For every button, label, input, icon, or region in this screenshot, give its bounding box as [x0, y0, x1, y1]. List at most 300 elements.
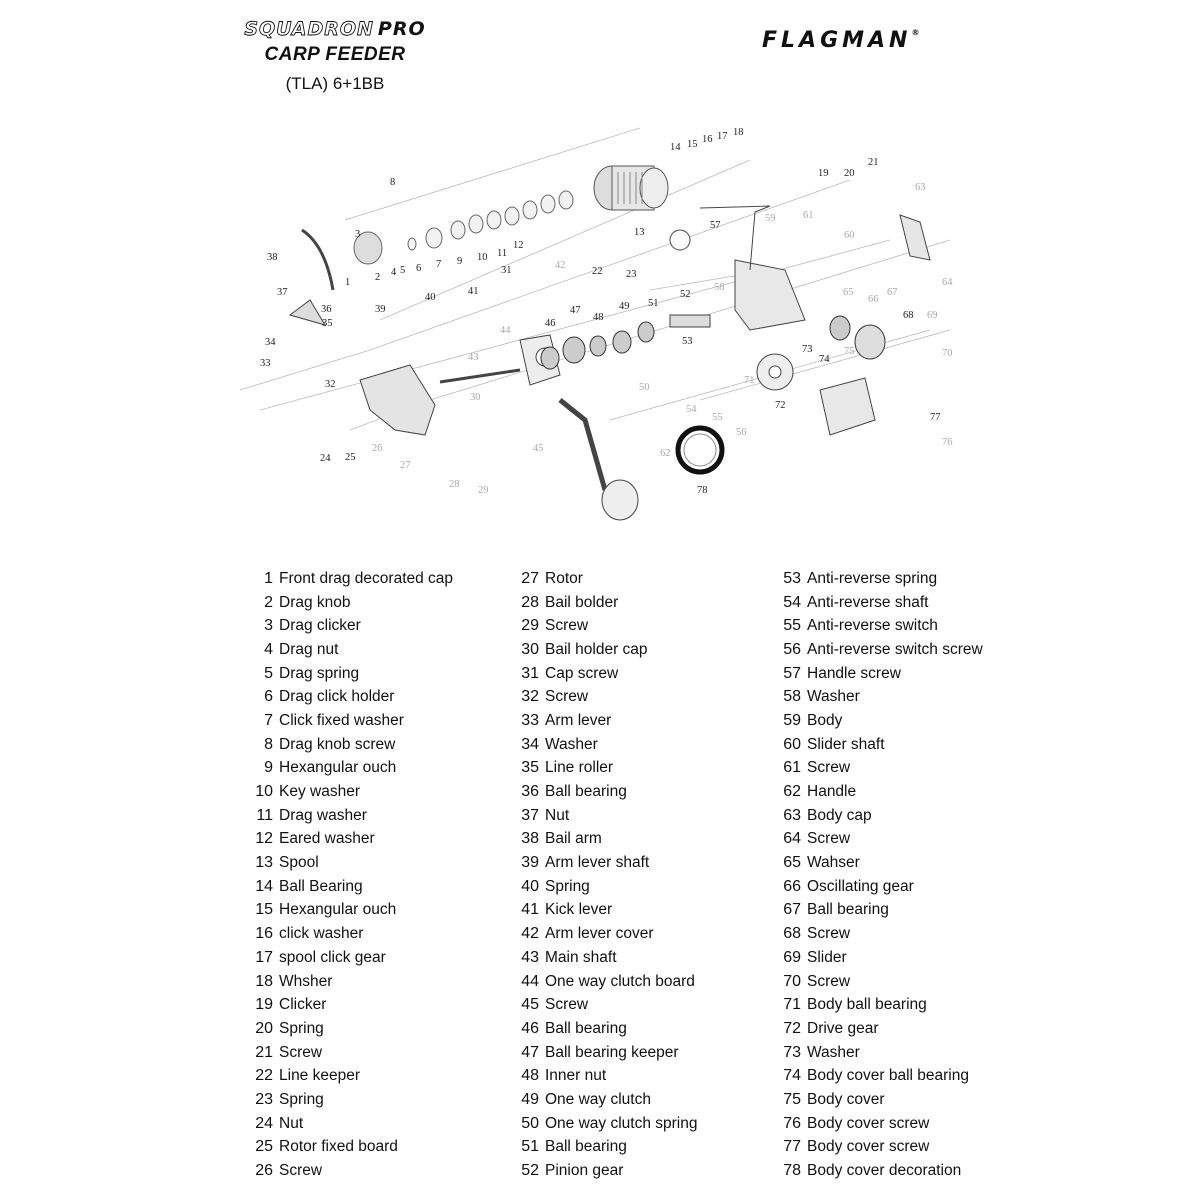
- part-name: Eared washer: [279, 830, 375, 848]
- parts-list-item: [508, 757, 698, 781]
- callout-number: 61: [803, 210, 814, 221]
- part-number: 30: [521, 640, 539, 658]
- parts-list-item: [248, 709, 453, 733]
- callout-number: 20: [844, 168, 855, 179]
- part-number: 22: [255, 1067, 273, 1085]
- part-number: 12: [255, 830, 273, 848]
- part-number: 11: [256, 806, 273, 824]
- callout-number: 69: [927, 310, 938, 321]
- parts-list-item: [248, 946, 453, 970]
- callout-number: 4: [391, 267, 397, 278]
- parts-list-item: [248, 922, 453, 946]
- model-subtitle: (TLA) 6+1BB: [285, 74, 385, 93]
- parts-list-item: [770, 1159, 983, 1183]
- part-name: Handle: [807, 783, 857, 801]
- part-name: Bail arm: [545, 830, 602, 848]
- parts-list-item: [770, 685, 983, 709]
- drive-gear: [757, 354, 875, 435]
- parts-list-item: [770, 709, 983, 733]
- parts-list-item: [248, 875, 453, 899]
- callout-number: 17: [717, 131, 728, 142]
- callout-number: 58: [714, 282, 725, 293]
- part-name: Body cover: [807, 1090, 885, 1108]
- callout-number: 67: [887, 287, 898, 298]
- callout-number: 38: [267, 252, 278, 263]
- parts-list-item: [508, 993, 698, 1017]
- part-number: 6: [264, 688, 273, 706]
- part-name: Pinion gear: [545, 1162, 624, 1180]
- part-number: 41: [521, 901, 539, 919]
- part-number: 69: [783, 948, 801, 966]
- part-number: 66: [783, 877, 801, 895]
- callout-number: 66: [868, 294, 879, 305]
- part-name: One way clutch spring: [545, 1114, 698, 1132]
- parts-list-item: [770, 1112, 983, 1136]
- part-name: Anti-reverse spring: [807, 569, 938, 587]
- part-name: Bail bolder: [545, 593, 619, 611]
- callout-number: 2: [375, 272, 381, 283]
- parts-list-item: [770, 614, 983, 638]
- callout-number: 33: [260, 358, 271, 369]
- callout-number: 62: [660, 448, 671, 459]
- part-number: 60: [783, 735, 801, 753]
- parts-list-item: [508, 875, 698, 899]
- parts-list-item: [248, 1017, 453, 1041]
- part-name: Arm lever shaft: [545, 854, 650, 872]
- callout-number: 9: [457, 256, 463, 267]
- parts-list-item: [508, 1136, 698, 1160]
- part-number: 43: [521, 948, 539, 966]
- callout-number: 35: [322, 318, 333, 329]
- parts-list-item: [508, 591, 698, 615]
- part-number: 77: [783, 1138, 801, 1156]
- callout-number: 26: [372, 443, 383, 454]
- part-number: 40: [521, 877, 539, 895]
- part-number: 65: [783, 854, 801, 872]
- part-number: 76: [783, 1114, 801, 1132]
- callout-number: 30: [470, 392, 481, 403]
- parts-list-item: [770, 1136, 983, 1160]
- part-number: 34: [521, 735, 539, 753]
- callout-number: 16: [702, 134, 713, 145]
- part-number: 5: [264, 664, 273, 682]
- parts-list-item: [770, 851, 983, 875]
- part-number: 64: [783, 830, 801, 848]
- part-name: Anti-reverse shaft: [807, 593, 929, 611]
- callout-number: 39: [375, 304, 386, 315]
- callout-number: 13: [634, 227, 645, 238]
- part-number: 10: [255, 783, 273, 801]
- part-name: Kick lever: [545, 901, 613, 919]
- part-number: 61: [783, 759, 801, 777]
- callout-number: 28: [449, 479, 460, 490]
- part-name: Washer: [545, 735, 598, 753]
- parts-list-item: [770, 1041, 983, 1065]
- part-name: Spring: [279, 1090, 324, 1108]
- part-name: Body cap: [807, 806, 872, 824]
- part-name: Drag knob screw: [279, 735, 396, 753]
- part-number: 31: [521, 664, 539, 682]
- part-number: 49: [521, 1090, 539, 1108]
- exploded-view-svg: [230, 120, 970, 540]
- callout-number: 37: [277, 287, 288, 298]
- part-name: Screw: [807, 759, 851, 777]
- part-number: 59: [783, 711, 801, 729]
- parts-list-item: [508, 899, 698, 923]
- parts-list-item: [508, 614, 698, 638]
- callout-number: 8: [390, 177, 396, 188]
- parts-list-item: [770, 638, 983, 662]
- part-name: Rotor fixed board: [279, 1138, 398, 1156]
- part-name: Body: [807, 711, 843, 729]
- callout-number: 5: [400, 265, 406, 276]
- callout-number: 70: [942, 348, 953, 359]
- callout-number: 11: [497, 248, 508, 259]
- part-name: One way clutch board: [545, 972, 695, 990]
- part-name: Nut: [545, 806, 570, 824]
- parts-list-item: [770, 1088, 983, 1112]
- callout-number: 21: [868, 157, 879, 168]
- part-number: 33: [521, 711, 539, 729]
- callout-number: 27: [400, 460, 411, 471]
- part-name: Spring: [279, 1019, 324, 1037]
- part-number: 63: [783, 806, 801, 824]
- parts-list-item: [770, 922, 983, 946]
- part-name: Inner nut: [545, 1067, 607, 1085]
- part-name: Drag washer: [279, 806, 367, 824]
- part-number: 53: [783, 569, 801, 587]
- part-number: 20: [255, 1019, 273, 1037]
- part-name: Body cover screw: [807, 1138, 930, 1156]
- part-name: spool click gear: [279, 948, 386, 966]
- parts-list-item: [248, 899, 453, 923]
- part-name: Drag nut: [279, 640, 339, 658]
- brand-text: FLAGMAN: [762, 28, 912, 53]
- part-number: 3: [264, 617, 273, 635]
- callout-number: 40: [425, 292, 436, 303]
- callout-number: 18: [733, 127, 744, 138]
- parts-list-item: [248, 1136, 453, 1160]
- model-title: CARP FEEDER: [264, 44, 406, 65]
- callout-number: 48: [593, 312, 604, 323]
- parts-list-item: [508, 638, 698, 662]
- callout-number: 75: [844, 346, 855, 357]
- callout-number: 71: [744, 375, 755, 386]
- parts-list-item: [508, 1064, 698, 1088]
- part-name: Washer: [807, 688, 860, 706]
- part-name: Drag clicker: [279, 617, 361, 635]
- part-name: Arm lever: [545, 711, 612, 729]
- part-name: Anti-reverse switch: [807, 617, 938, 635]
- part-name: click washer: [279, 925, 364, 943]
- parts-list-item: [508, 1088, 698, 1112]
- callout-number: 1: [345, 277, 351, 288]
- parts-list-item: [770, 804, 983, 828]
- callout-number: 14: [670, 142, 681, 153]
- parts-list-item: [508, 922, 698, 946]
- part-number: 67: [783, 901, 801, 919]
- part-number: 37: [521, 806, 539, 824]
- parts-list-item: [508, 662, 698, 686]
- callout-number: 41: [468, 286, 479, 297]
- parts-list-item: [770, 946, 983, 970]
- parts-list-item: [770, 899, 983, 923]
- callout-number: 72: [775, 400, 786, 411]
- parts-list-item: [248, 638, 453, 662]
- series-logo-suffix: PRO: [377, 18, 426, 40]
- callout-number: 25: [345, 452, 356, 463]
- parts-list-item: [248, 567, 453, 591]
- part-number: 46: [521, 1019, 539, 1037]
- part-name: Bail holder cap: [545, 640, 648, 658]
- callout-number: 65: [843, 287, 854, 298]
- parts-list-item: [770, 875, 983, 899]
- callout-number: 10: [477, 252, 488, 263]
- part-number: 18: [255, 972, 273, 990]
- callout-number: 54: [686, 404, 697, 415]
- part-name: Screw: [807, 925, 851, 943]
- part-name: Screw: [279, 1043, 323, 1061]
- callout-number: 45: [533, 443, 544, 454]
- part-name: Whsher: [279, 972, 333, 990]
- part-number: 17: [255, 948, 273, 966]
- part-name: Ball bearing: [545, 1019, 627, 1037]
- parts-list-item: [770, 1017, 983, 1041]
- part-number: 38: [521, 830, 539, 848]
- part-name: Drag spring: [279, 664, 360, 682]
- part-name: Slider shaft: [807, 735, 885, 753]
- drag-washers: [354, 191, 573, 264]
- part-name: Ball bearing: [545, 783, 627, 801]
- parts-list-item: [248, 993, 453, 1017]
- part-number: 26: [255, 1162, 273, 1180]
- callout-number: 12: [513, 240, 524, 251]
- part-number: 29: [521, 617, 539, 635]
- part-number: 9: [264, 759, 273, 777]
- callout-number: 6: [416, 263, 422, 274]
- parts-list-item: [508, 1017, 698, 1041]
- parts-list-item: [248, 780, 453, 804]
- parts-list-item: [248, 591, 453, 615]
- callout-number: 49: [619, 301, 630, 312]
- part-name: Hexangular ouch: [279, 759, 397, 777]
- callout-number: 42: [555, 260, 566, 271]
- part-number: 7: [264, 711, 273, 729]
- part-number: 15: [255, 901, 273, 919]
- parts-list-item: [248, 804, 453, 828]
- part-name: Washer: [807, 1043, 860, 1061]
- part-number: 27: [521, 569, 539, 587]
- exploded-view-diagram: [230, 120, 970, 540]
- parts-list-item: [248, 662, 453, 686]
- part-number: 68: [783, 925, 801, 943]
- parts-list-item: [508, 685, 698, 709]
- part-number: 14: [255, 877, 273, 895]
- parts-list-item: [248, 685, 453, 709]
- parts-list-item: [508, 804, 698, 828]
- parts-list-item: [770, 780, 983, 804]
- part-name: Screw: [545, 617, 589, 635]
- series-logo-text: SQUADRON: [244, 18, 374, 40]
- parts-list-item: [508, 1112, 698, 1136]
- part-name: Handle screw: [807, 664, 901, 682]
- part-name: Body cover screw: [807, 1114, 930, 1132]
- part-number: 51: [521, 1138, 539, 1156]
- part-name: Line keeper: [279, 1067, 361, 1085]
- parts-list-item: [770, 828, 983, 852]
- part-name: Ball bearing: [807, 901, 889, 919]
- part-number: 25: [255, 1138, 273, 1156]
- callout-number: 53: [682, 336, 693, 347]
- part-name: Click fixed washer: [279, 711, 404, 729]
- part-number: 2: [264, 593, 273, 611]
- part-name: Front drag decorated cap: [279, 569, 454, 587]
- part-name: Ball bearing: [545, 1138, 627, 1156]
- part-name: Body cover ball bearing: [807, 1067, 969, 1085]
- part-name: Arm lever cover: [545, 925, 654, 943]
- part-name: Screw: [279, 1162, 323, 1180]
- part-name: Screw: [807, 830, 851, 848]
- parts-list-item: [248, 1159, 453, 1183]
- parts-list-item: [248, 970, 453, 994]
- part-number: 42: [521, 925, 539, 943]
- part-number: 50: [521, 1114, 539, 1132]
- callout-number: 22: [592, 266, 603, 277]
- parts-list-item: [248, 1112, 453, 1136]
- callout-number: 57: [710, 220, 721, 231]
- parts-list-item: [770, 1064, 983, 1088]
- parts-list-item: [770, 591, 983, 615]
- part-number: 74: [783, 1067, 801, 1085]
- part-name: Drag click holder: [279, 688, 395, 706]
- part-name: One way clutch: [545, 1090, 651, 1108]
- part-name: Screw: [545, 996, 589, 1014]
- parts-list-item: [508, 851, 698, 875]
- body-cover-decoration: [678, 428, 722, 472]
- part-name: Nut: [279, 1114, 304, 1132]
- model-header: [190, 18, 480, 94]
- part-name: Slider: [807, 948, 847, 966]
- part-number: 1: [264, 569, 273, 587]
- part-number: 23: [255, 1090, 273, 1108]
- callout-number: 34: [265, 337, 276, 348]
- part-number: 71: [783, 996, 801, 1014]
- part-name: Anti-reverse switch screw: [807, 640, 983, 658]
- callout-number: 59: [765, 213, 776, 224]
- parts-list-item: [508, 828, 698, 852]
- part-name: Oscillating gear: [807, 877, 914, 895]
- parts-list-column-2: [508, 567, 698, 1183]
- part-name: Spring: [545, 877, 590, 895]
- parts-list-item: [508, 780, 698, 804]
- callout-number: 77: [930, 412, 941, 423]
- parts-list-item: [508, 970, 698, 994]
- part-number: 36: [521, 783, 539, 801]
- callout-number: 63: [915, 182, 926, 193]
- part-number: 39: [521, 854, 539, 872]
- part-number: 32: [521, 688, 539, 706]
- callout-number: 74: [819, 354, 830, 365]
- part-number: 13: [255, 854, 273, 872]
- part-number: 72: [783, 1019, 801, 1037]
- part-name: Ball Bearing: [279, 877, 363, 895]
- part-name: Spool: [279, 854, 319, 872]
- part-name: Line roller: [545, 759, 614, 777]
- parts-list-column-3: [770, 567, 983, 1183]
- part-number: 48: [521, 1067, 539, 1085]
- parts-list-item: [248, 851, 453, 875]
- parts-list-item: [508, 709, 698, 733]
- callout-number: 46: [545, 318, 556, 329]
- part-number: 4: [264, 640, 273, 658]
- callout-number: 60: [844, 230, 855, 241]
- parts-list-item: [508, 1159, 698, 1183]
- part-name: Body cover decoration: [807, 1162, 962, 1180]
- callout-number: 31: [501, 265, 512, 276]
- part-name: Drive gear: [807, 1019, 879, 1037]
- part-number: 44: [521, 972, 539, 990]
- part-number: 8: [264, 735, 273, 753]
- callout-number: 73: [802, 344, 813, 355]
- callout-number: 55: [712, 412, 723, 423]
- part-number: 70: [783, 972, 801, 990]
- part-number: 19: [255, 996, 273, 1014]
- parts-list-item: [770, 662, 983, 686]
- part-name: Ball bearing keeper: [545, 1043, 679, 1061]
- part-name: Cap screw: [545, 664, 619, 682]
- callout-number: 3: [355, 229, 361, 240]
- part-number: 55: [783, 617, 801, 635]
- parts-list-column-1: [248, 567, 453, 1183]
- parts-list-item: [248, 1041, 453, 1065]
- part-number: 52: [521, 1162, 539, 1180]
- part-number: 16: [255, 925, 273, 943]
- part-number: 56: [783, 640, 801, 658]
- parts-list-item: [508, 567, 698, 591]
- part-number: 21: [255, 1043, 273, 1061]
- parts-list-item: [248, 1088, 453, 1112]
- parts-list-item: [248, 757, 453, 781]
- part-number: 54: [783, 593, 801, 611]
- callout-number: 68: [903, 310, 914, 321]
- part-number: 35: [521, 759, 539, 777]
- callout-number: 36: [321, 304, 332, 315]
- parts-list-item: [770, 993, 983, 1017]
- callout-number: 47: [570, 305, 581, 316]
- callout-number: 78: [697, 485, 708, 496]
- callout-number: 52: [680, 289, 691, 300]
- callout-number: 7: [436, 259, 442, 270]
- part-name: Wahser: [807, 854, 860, 872]
- part-name: Key washer: [279, 783, 360, 801]
- parts-list-item: [508, 1041, 698, 1065]
- parts-list-item: [248, 614, 453, 638]
- parts-list-item: [770, 733, 983, 757]
- callout-number: 56: [736, 427, 747, 438]
- callout-number: 32: [325, 379, 336, 390]
- callout-number: 29: [478, 485, 489, 496]
- callout-number: 43: [468, 352, 479, 363]
- callout-number: 23: [626, 269, 637, 280]
- part-number: 73: [783, 1043, 801, 1061]
- rotor-assembly: [360, 335, 560, 435]
- body-cap: [900, 215, 930, 260]
- bearings-row: [541, 316, 885, 369]
- callout-number: 15: [687, 139, 698, 150]
- parts-list-item: [508, 946, 698, 970]
- parts-list-item: [248, 1064, 453, 1088]
- part-name: Main shaft: [545, 948, 617, 966]
